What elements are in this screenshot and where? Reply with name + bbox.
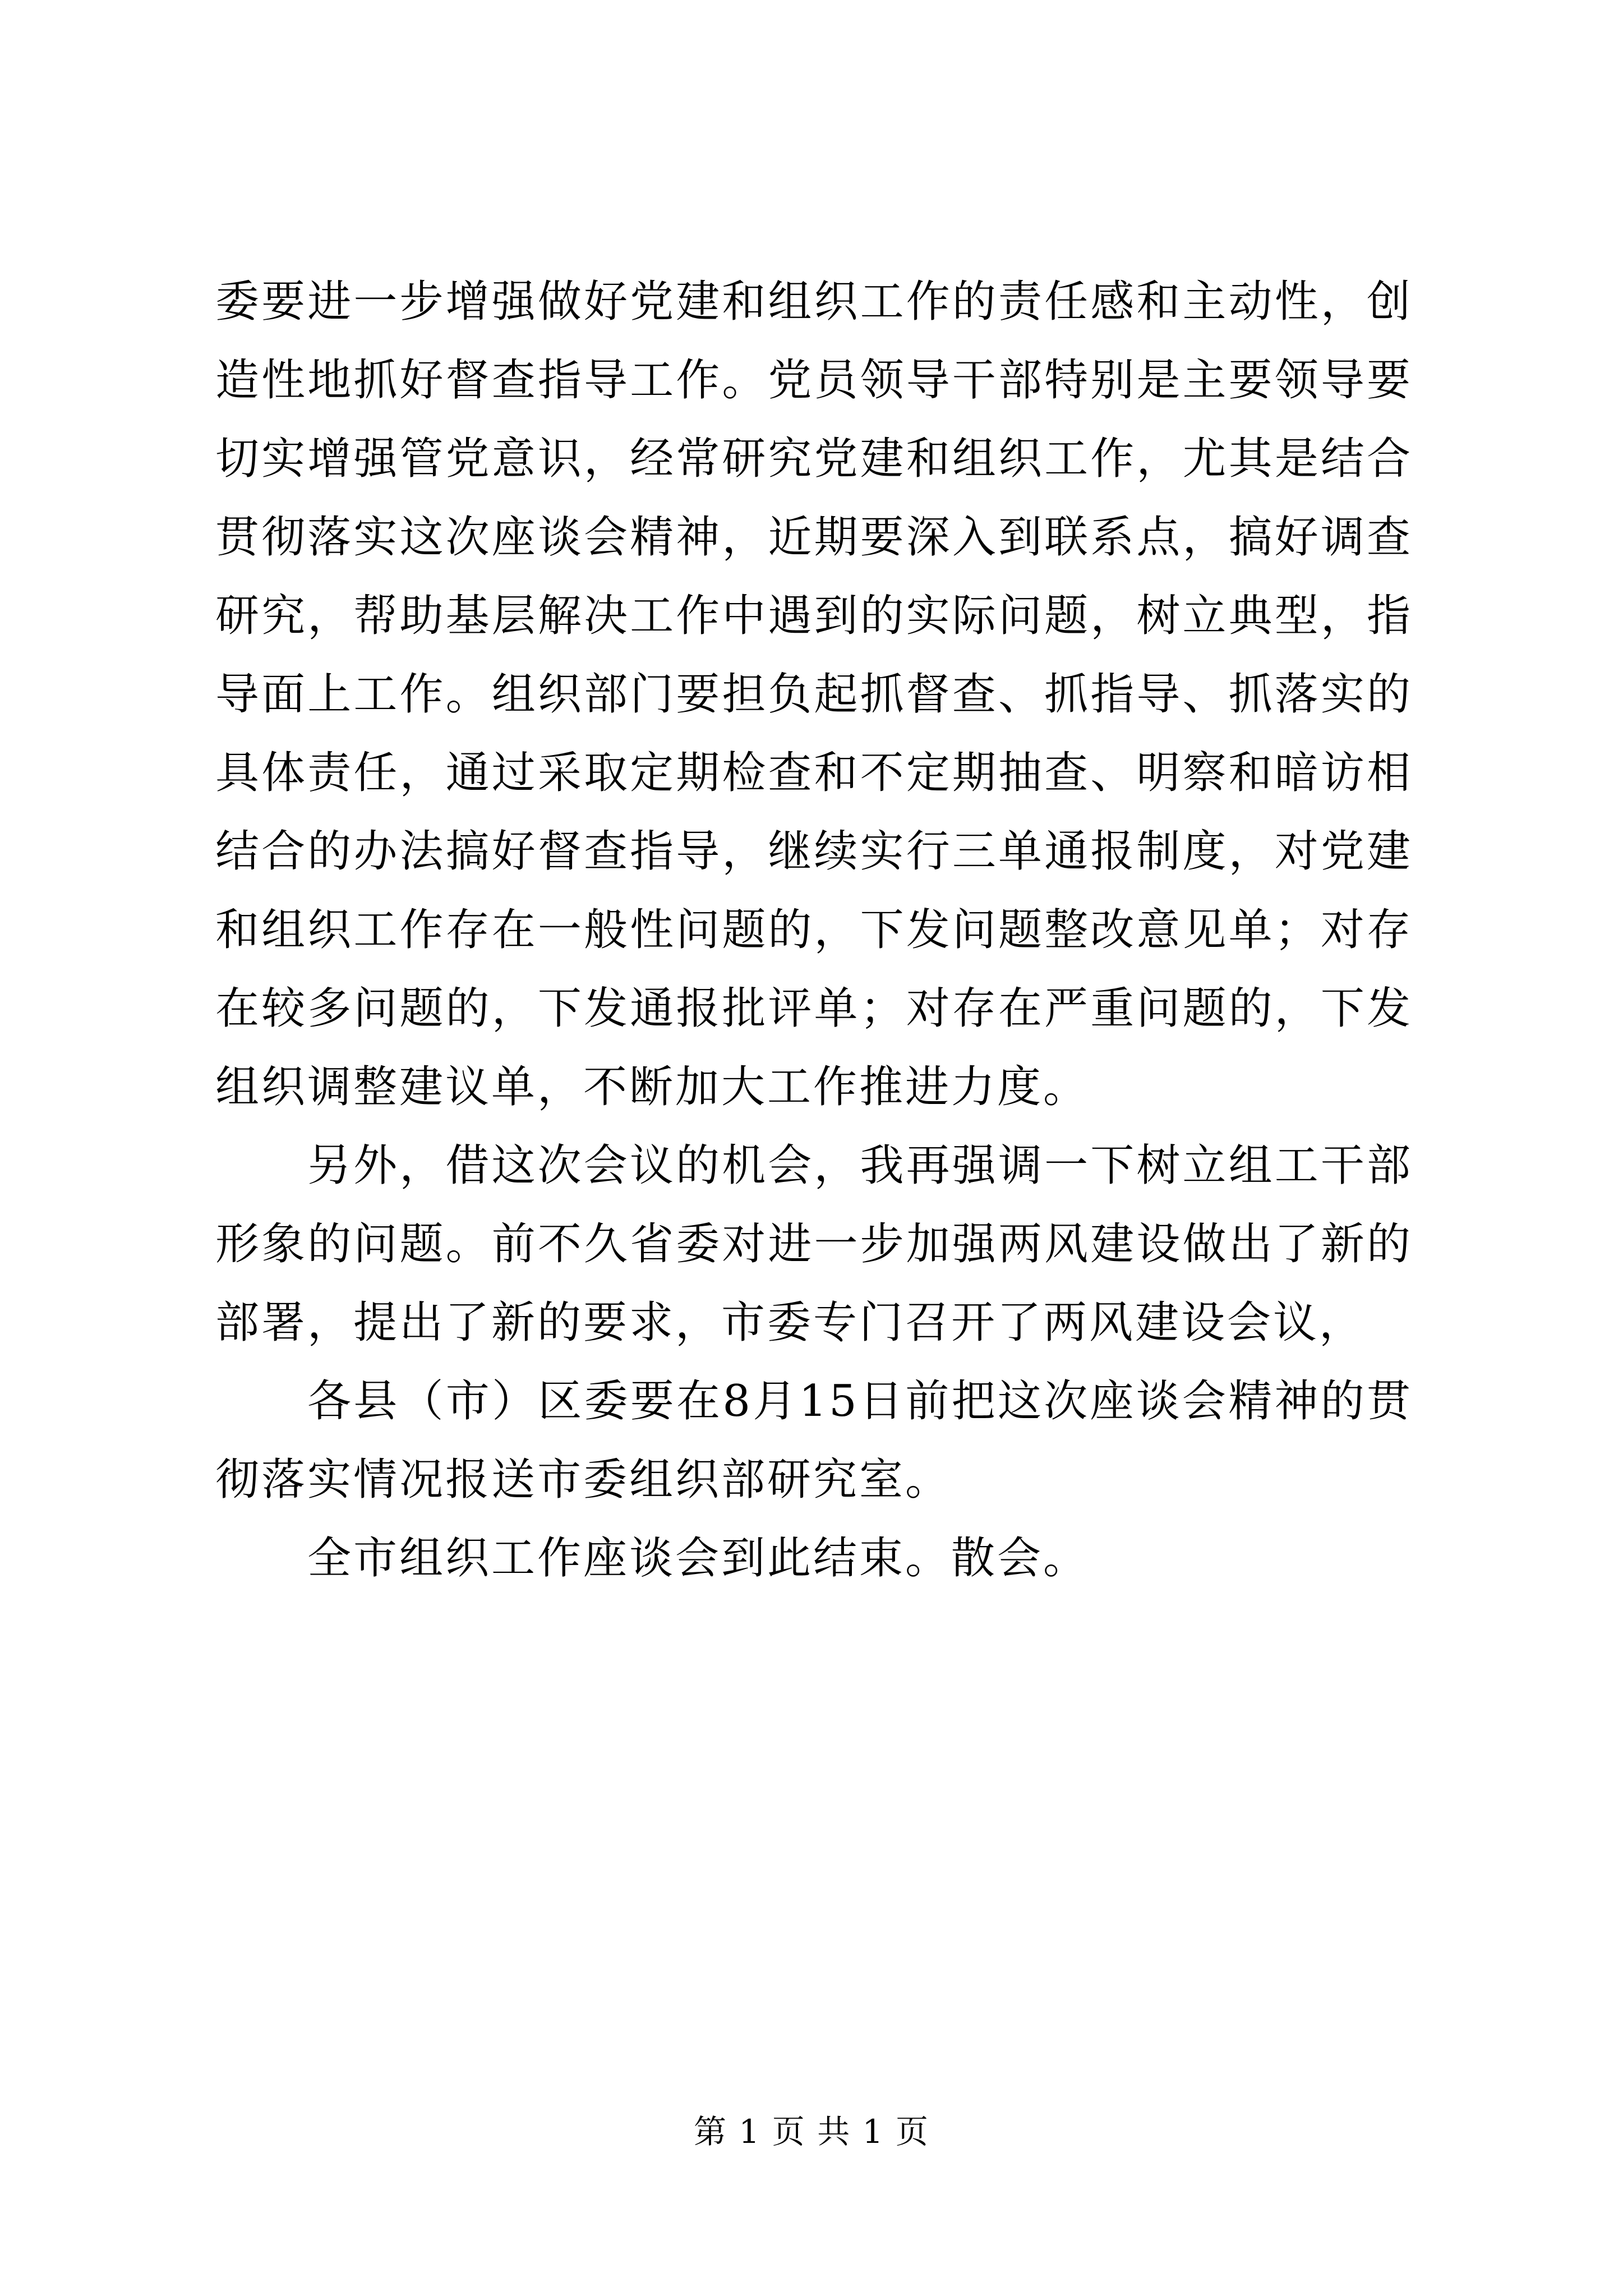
paragraph-report-deadline: 各县（市）区委要在8月15日前把这次座谈会精神的贯彻落实情况报送市委组织部研究室。 xyxy=(215,1376,1413,1505)
paragraph-closing: 全市组织工作座谈会到此结束。散会。 xyxy=(307,1533,1090,1584)
page-number-footer: 第 1 页 共 1 页 xyxy=(694,2113,929,2151)
document-body xyxy=(215,263,1413,1598)
paragraph-continuation: 委要进一步增强做好党建和组织工作的责任感和主动性，创造性地抓好督查指导工作。党员领导干部特别是主要领导要切实增强管党意识，经常研究党建和组织工作，尤其是结合贯彻落实这次座谈会精神，近期要深入到联系点，搞好调查研究，帮助基层解决工作中遇到的实际问题，树立典型，指导面上工作。组织部门要担负起抓督查、抓指导、抓落实的具体责任，通过采取定期检查和不定期抽查、明察和暗访相结合的办法搞好督查指导，继续实行三单通报制度，对党建和组织工作存在一般性问题的，下发问题整改意见单；对存在较多问题的，下发通报批评单；对存在严重问题的，下发组织调整建议单，不断加大工作推进力度。 xyxy=(215,277,1413,1112)
paragraph-image-of-cadres: 另外，借这次会议的机会，我再强调一下树立组工干部形象的问题。前不久省委对进一步加强两风建设做出了新的部署，提出了新的要求，市委专门召开了两风建设会议， xyxy=(215,1140,1413,1348)
